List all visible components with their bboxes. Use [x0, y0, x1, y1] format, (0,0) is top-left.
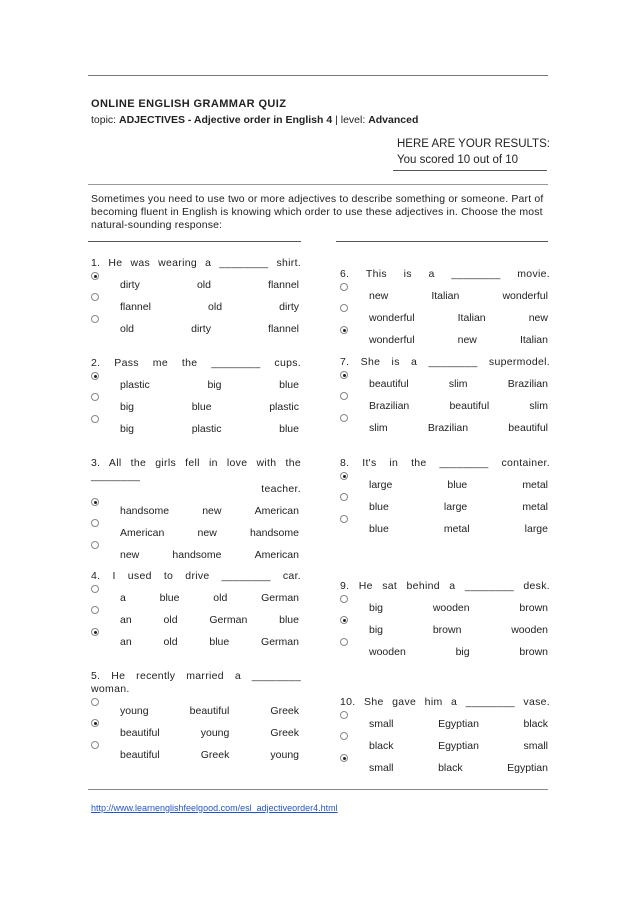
option-words: [369, 334, 548, 347]
option-words: [369, 762, 548, 775]
option-word: an: [120, 636, 132, 648]
answer-option[interactable]: [91, 696, 301, 718]
question-text: 7. She is a ________ supermodel.: [340, 356, 550, 368]
option-word: Greek: [200, 749, 230, 761]
answer-option[interactable]: [340, 413, 550, 435]
answer-option[interactable]: [340, 637, 550, 659]
radio-button[interactable]: [91, 393, 99, 401]
radio-button[interactable]: [340, 283, 348, 291]
option-word: metal: [522, 501, 548, 513]
radio-button[interactable]: [91, 372, 99, 380]
answer-option[interactable]: [340, 325, 550, 347]
answer-option[interactable]: [91, 370, 301, 392]
level-value: Advanced: [368, 114, 419, 126]
option-word: flannel: [268, 323, 299, 335]
radio-button[interactable]: [91, 698, 99, 706]
answer-option[interactable]: [340, 731, 550, 753]
answer-option[interactable]: [91, 518, 301, 540]
option-word: an: [120, 614, 132, 626]
option-word: German: [261, 592, 299, 604]
option-word: old: [196, 279, 211, 291]
option-word: American: [254, 505, 299, 517]
option-words: [369, 523, 548, 536]
radio-button[interactable]: [91, 519, 99, 527]
option-words: [369, 718, 548, 731]
option-word: Egyptian: [507, 762, 548, 774]
option-word: blue: [279, 614, 299, 626]
option-word: small: [369, 718, 394, 730]
option-words: [120, 705, 299, 718]
option-word: American: [254, 549, 299, 561]
option-word: wooden: [432, 602, 470, 614]
option-word: big: [455, 646, 470, 658]
radio-button[interactable]: [340, 638, 348, 646]
option-word: new: [457, 334, 477, 346]
question-9: [340, 580, 550, 659]
option-word: new: [369, 290, 389, 302]
topic-label: topic:: [91, 114, 120, 126]
question-text: 9. He sat behind a ________ desk.: [340, 580, 550, 592]
answer-option[interactable]: [340, 470, 550, 492]
answer-option[interactable]: [340, 281, 550, 303]
quiz-title: ONLINE ENGLISH GRAMMAR QUIZ: [91, 98, 287, 110]
radio-button[interactable]: [340, 371, 348, 379]
radio-button[interactable]: [91, 741, 99, 749]
option-word: slim: [529, 400, 548, 412]
question-text: 10. She gave him a ________ vase.: [340, 696, 550, 708]
option-words: [369, 400, 548, 413]
option-words: [369, 624, 548, 637]
option-words: [120, 423, 299, 436]
radio-button[interactable]: [340, 711, 348, 719]
option-word: young: [200, 727, 230, 739]
option-word: black: [369, 740, 394, 752]
option-word: young: [270, 749, 299, 761]
option-word: old: [120, 323, 135, 335]
option-words: [120, 636, 299, 649]
option-words: [120, 527, 299, 540]
option-word: large: [369, 479, 393, 491]
option-words: [120, 279, 299, 292]
option-word: wooden: [511, 624, 548, 636]
question-6: [340, 268, 550, 347]
results-score: You scored 10 out of 10: [397, 154, 519, 166]
option-word: Brazilian: [427, 422, 469, 434]
answer-option[interactable]: [340, 709, 550, 731]
question-10: [340, 696, 550, 775]
radio-button[interactable]: [91, 606, 99, 614]
radio-button[interactable]: [340, 304, 348, 312]
option-word: big: [207, 379, 222, 391]
option-word: Italian: [457, 312, 486, 324]
option-word: plastic: [120, 379, 150, 391]
option-words: [120, 592, 299, 605]
option-word: wonderful: [502, 290, 548, 302]
option-word: beautiful: [120, 727, 160, 739]
source-link[interactable]: http://www.learnenglishfeelgood.com/esl_adjectiveorder4.html: [91, 803, 338, 813]
radio-button[interactable]: [340, 493, 348, 501]
top-divider: [88, 75, 548, 76]
option-words: [369, 422, 548, 435]
radio-button[interactable]: [340, 732, 348, 740]
option-word: German: [209, 614, 248, 626]
radio-button[interactable]: [340, 326, 348, 334]
option-word: old: [208, 301, 223, 313]
answer-option[interactable]: [340, 514, 550, 536]
right-column-divider: [336, 241, 548, 242]
results-box: [397, 136, 550, 168]
radio-button[interactable]: [340, 472, 348, 480]
option-word: wooden: [369, 646, 406, 658]
option-word: new: [202, 505, 222, 517]
option-word: big: [120, 423, 135, 435]
option-word: beautiful: [120, 749, 160, 761]
question-text: 1. He was wearing a ________ shirt.: [91, 257, 301, 269]
question-text: 4. I used to drive ________ car.: [91, 570, 301, 582]
option-word: new: [120, 549, 140, 561]
option-word: plastic: [269, 401, 299, 413]
option-word: blue: [191, 401, 212, 413]
answer-option[interactable]: [340, 492, 550, 514]
question-text: 5. He recently married a ________ woman.: [91, 670, 301, 695]
option-word: beautiful: [189, 705, 230, 717]
answer-option[interactable]: [340, 593, 550, 615]
option-word: flannel: [120, 301, 151, 313]
option-word: Greek: [270, 727, 299, 739]
option-word: blue: [159, 592, 180, 604]
option-words: [120, 379, 299, 392]
option-words: [369, 312, 548, 325]
option-word: old: [163, 614, 178, 626]
radio-button[interactable]: [91, 272, 99, 280]
radio-button[interactable]: [340, 595, 348, 603]
radio-button[interactable]: [340, 616, 348, 624]
question-3: [91, 457, 301, 562]
option-words: [369, 646, 548, 659]
intro-divider: [88, 184, 548, 185]
option-words: [120, 614, 299, 627]
option-words: [120, 505, 299, 518]
option-word: blue: [279, 379, 299, 391]
radio-button[interactable]: [340, 392, 348, 400]
option-word: blue: [209, 636, 230, 648]
radio-button[interactable]: [91, 293, 99, 301]
question-2: [91, 357, 301, 436]
option-word: metal: [522, 479, 548, 491]
question-5: [91, 670, 301, 762]
option-words: [120, 549, 299, 562]
option-word: new: [197, 527, 217, 539]
results-heading: HERE ARE YOUR RESULTS:: [397, 138, 550, 150]
option-word: big: [369, 624, 384, 636]
option-word: Greek: [270, 705, 299, 717]
answer-option[interactable]: [91, 583, 301, 605]
left-column-divider: [88, 241, 301, 242]
option-word: American: [120, 527, 165, 539]
option-words: [369, 602, 548, 615]
answer-option[interactable]: [91, 314, 301, 336]
option-word: big: [369, 602, 384, 614]
answer-option[interactable]: [340, 369, 550, 391]
option-word: brown: [432, 624, 462, 636]
option-word: Brazilian: [369, 400, 410, 412]
answer-option[interactable]: [91, 540, 301, 562]
radio-button[interactable]: [91, 628, 99, 636]
answer-option[interactable]: [91, 496, 301, 518]
answer-option[interactable]: [340, 303, 550, 325]
answer-option[interactable]: [91, 605, 301, 627]
radio-button[interactable]: [91, 585, 99, 593]
answer-option[interactable]: [340, 615, 550, 637]
radio-button[interactable]: [91, 315, 99, 323]
answer-option[interactable]: [91, 740, 301, 762]
question-7: [340, 356, 550, 435]
option-word: flannel: [268, 279, 299, 291]
topic-value: ADJECTIVES - Adjective order in English 4: [119, 114, 333, 126]
radio-button[interactable]: [340, 515, 348, 523]
topic-line: [91, 114, 418, 126]
question-text: 8. It's in the ________ container.: [340, 457, 550, 469]
option-word: metal: [443, 523, 470, 535]
option-word: black: [523, 718, 548, 730]
level-label: | level:: [332, 114, 369, 126]
answer-option[interactable]: [340, 391, 550, 413]
option-word: beautiful: [449, 400, 490, 412]
radio-button[interactable]: [91, 498, 99, 506]
question-text: 3. All the girls fell in love with the ________: [91, 457, 301, 482]
results-underline: [393, 170, 547, 171]
option-words: [369, 290, 548, 303]
option-word: small: [523, 740, 548, 752]
option-words: [369, 378, 548, 391]
option-word: small: [369, 762, 394, 774]
option-word: dirty: [191, 323, 211, 335]
answer-option[interactable]: [91, 414, 301, 436]
option-word: dirty: [120, 279, 140, 291]
option-word: handsome: [120, 505, 170, 517]
radio-button[interactable]: [340, 754, 348, 762]
option-word: wonderful: [369, 312, 415, 324]
option-word: Italian: [431, 290, 460, 302]
option-words: [369, 501, 548, 514]
option-word: blue: [369, 501, 389, 513]
question-4: [91, 570, 301, 649]
option-word: big: [120, 401, 135, 413]
option-word: dirty: [279, 301, 299, 313]
question-8: [340, 457, 550, 536]
option-word: Italian: [519, 334, 548, 346]
option-word: Brazilian: [507, 378, 548, 390]
answer-option[interactable]: [91, 292, 301, 314]
option-words: [369, 740, 548, 753]
radio-button[interactable]: [91, 541, 99, 549]
option-words: [120, 323, 299, 336]
option-word: brown: [519, 646, 548, 658]
option-word: Egyptian: [438, 740, 479, 752]
option-word: large: [443, 501, 468, 513]
option-word: new: [528, 312, 548, 324]
question-text: 6. This is a ________ movie.: [340, 268, 550, 280]
option-word: black: [438, 762, 463, 774]
option-words: [120, 727, 299, 740]
answer-option[interactable]: [91, 718, 301, 740]
option-word: slim: [448, 378, 468, 390]
option-word: blue: [447, 479, 468, 491]
option-word: blue: [279, 423, 299, 435]
option-word: blue: [369, 523, 389, 535]
option-word: handsome: [172, 549, 222, 561]
option-word: a: [120, 592, 126, 604]
option-word: old: [213, 592, 228, 604]
option-word: old: [163, 636, 178, 648]
option-word: young: [120, 705, 149, 717]
question-text-continued: teacher.: [261, 483, 301, 495]
intro-text: Sometimes you need to use two or more adjectives to describe something or someone. Part of becoming fluent in English is knowing which order to use these adjectives in. Choose the most natural-sounding response:: [91, 193, 544, 231]
question-text: 2. Pass me the ________ cups.: [91, 357, 301, 369]
option-word: plastic: [191, 423, 222, 435]
bottom-divider: [88, 789, 548, 790]
answer-option[interactable]: [91, 627, 301, 649]
radio-button[interactable]: [91, 415, 99, 423]
option-word: brown: [519, 602, 548, 614]
option-word: German: [261, 636, 299, 648]
answer-option[interactable]: [91, 270, 301, 292]
option-words: [120, 301, 299, 314]
option-word: handsome: [249, 527, 299, 539]
answer-option[interactable]: [91, 392, 301, 414]
option-word: wonderful: [369, 334, 415, 346]
option-word: Egyptian: [438, 718, 479, 730]
option-words: [120, 749, 299, 762]
option-words: [369, 479, 548, 492]
option-words: [120, 401, 299, 414]
radio-button[interactable]: [91, 719, 99, 727]
option-word: large: [524, 523, 548, 535]
answer-option[interactable]: [340, 753, 550, 775]
question-1: [91, 257, 301, 336]
option-word: slim: [369, 422, 388, 434]
radio-button[interactable]: [340, 414, 348, 422]
option-word: beautiful: [508, 422, 548, 434]
option-word: beautiful: [369, 378, 409, 390]
